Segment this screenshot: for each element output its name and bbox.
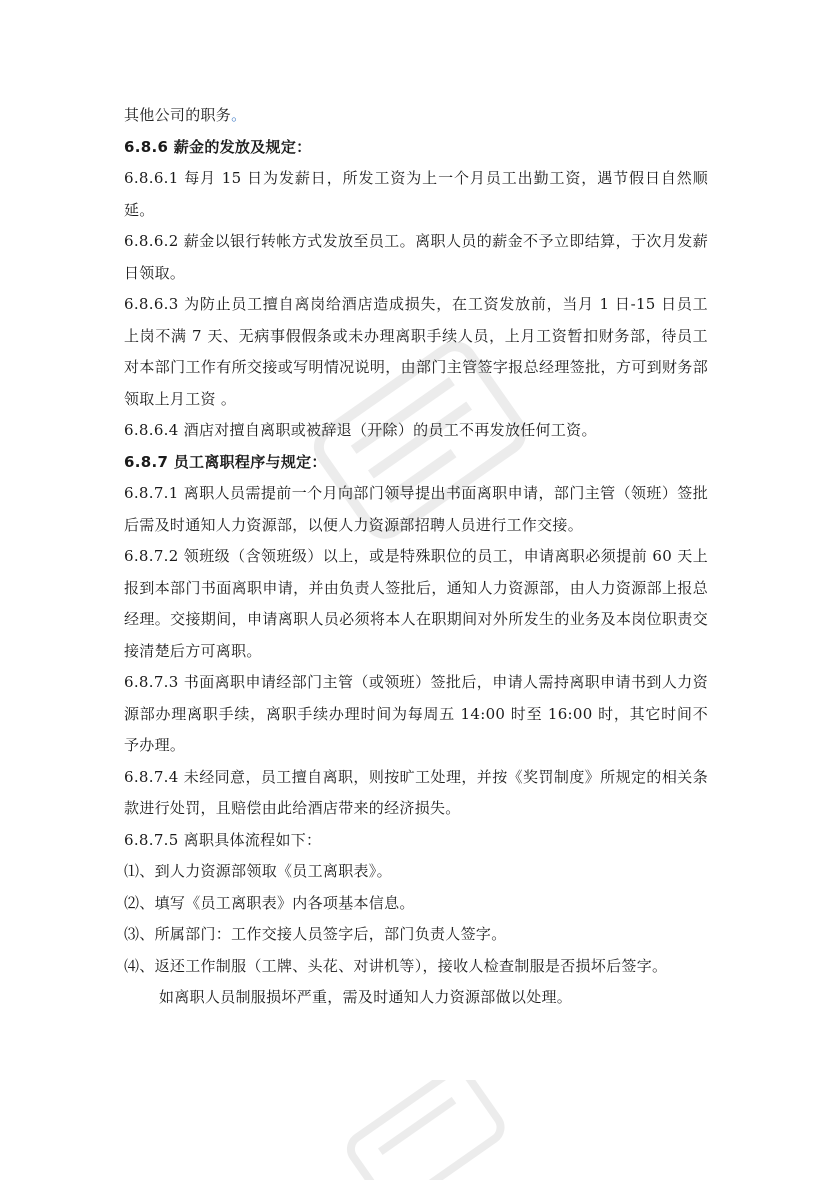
list-item-2: ⑵、填写《员工离职表》内各项基本信息。: [124, 893, 415, 912]
document-body: [124, 100, 708, 1014]
list-item-4: ⑷、返还工作制服（工牌、头花、对讲机等），接收人检查制服是否损坏后签字。: [124, 956, 668, 975]
clause-6-8-7-3: 6.8.7.3 书面离职申请经部门主管（或领班）签批后，申请人需持离职申请书到人力资源部办理离职手续，离职手续办理时间为每周五 14:00 时至 16:00 时，其它时间不予办理。: [124, 673, 708, 754]
clause-6-8-6-1: 6.8.6.1 每月 15 日为发薪日，所发工资为上一个月员工出勤工资，遇节假日自然顺延。: [124, 169, 708, 219]
period-mark: 。: [231, 106, 247, 124]
watermark-logo-bottom: [320, 1080, 520, 1180]
list-item-4-note: 如离职人员制服损坏严重，需及时通知人力资源部做以处理。: [159, 988, 573, 1006]
clause-6-8-6-2: 6.8.6.2 薪金以银行转帐方式发放至员工。离职人员的薪金不予立即结算，于次月发薪日领取。: [124, 232, 708, 282]
section-heading-6-8-7: 6.8.7 员工离职程序与规定：: [124, 452, 327, 471]
clause-6-8-7-1: 6.8.7.1 离职人员需提前一个月向部门领导提出书面离职申请，部门主管（领班）签批后需及时通知人力资源部，以便人力资源部招聘人员进行工作交接。: [124, 484, 708, 534]
list-item-3: ⑶、所属部门：工作交接人员签字后，部门负责人签字。: [124, 925, 507, 943]
list-item-1: ⑴、到人力资源部领取《员工离职表》。: [124, 862, 392, 880]
clause-6-8-6-3: 6.8.6.3 为防止员工擅自离岗给酒店造成损失，在工资发放前，当月 1 日-15 日员工上岗不满 7 天、无病事假假条或未办理离职手续人员，上月工资暂扣财务部，待员工对本部门工作有所交接或写明情况说明，由部门主管签字报总经理签批，方可到财务部领取上月工资 。: [124, 295, 708, 408]
clause-6-8-7-4: 6.8.7.4 未经同意，员工擅自离职，则按旷工处理，并按《奖罚制度》所规定的相关条款进行处罚，且赔偿由此给酒店带来的经济损失。: [124, 767, 708, 817]
section-heading-6-8-6: 6.8.6 薪金的发放及规定：: [124, 137, 312, 156]
clause-6-8-7-2: 6.8.7.2 领班级（含领班级）以上，或是特殊职位的员工，申请离职必须提前 60 天上报到本部门书面离职申请，并由负责人签批后，通知人力资源部，由人力资源部上报总经理。交接期间，申请离职人员必须将本人在职期间对外所发生的业务及本岗位职责交接清楚后方可离职。: [124, 547, 708, 660]
clause-6-8-6-4: 6.8.6.4 酒店对擅自离职或被辞退（开除）的员工不再发放任何工资。: [124, 421, 597, 439]
clause-6-8-7-5: 6.8.7.5 离职具体流程如下：: [124, 830, 322, 849]
paragraph-continuation: 其他公司的职务。: [124, 106, 247, 124]
